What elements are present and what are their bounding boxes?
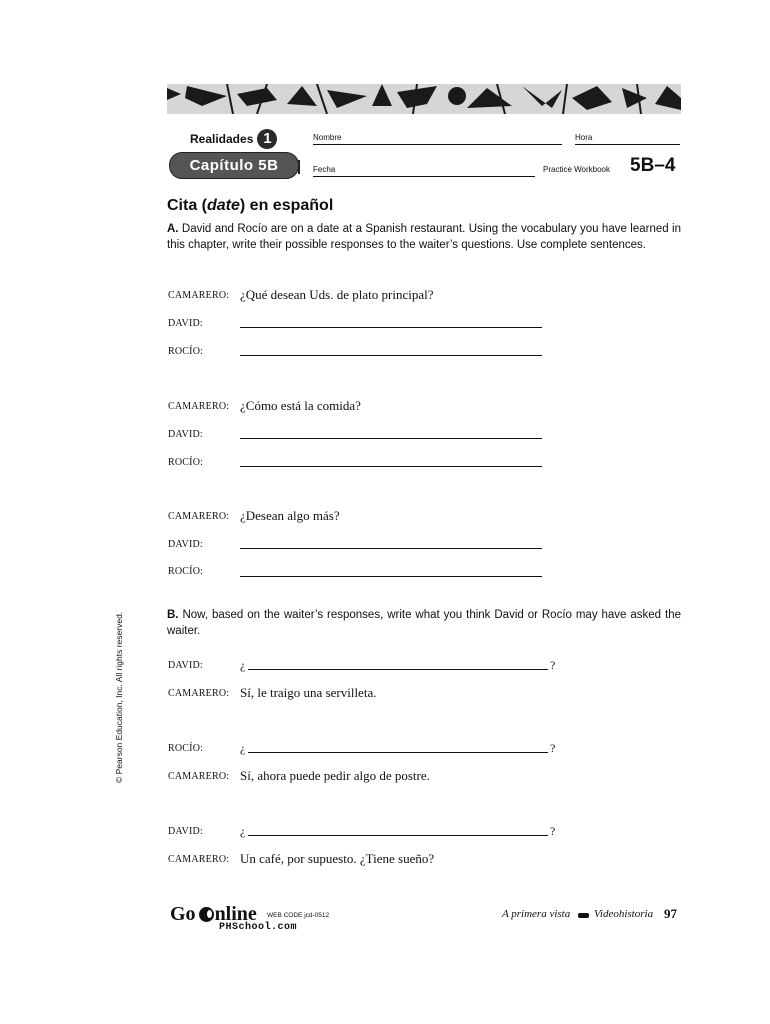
- camarero-label: CAMARERO:: [168, 511, 230, 522]
- question-answer-line[interactable]: [248, 835, 548, 836]
- david-answer-line[interactable]: [240, 327, 542, 328]
- question-answer-line[interactable]: [248, 669, 548, 670]
- practice-workbook-label: Practice Workbook: [543, 165, 610, 174]
- david-label: DAVID:: [168, 429, 203, 440]
- waiter-question: ¿Desean algo más?: [240, 508, 340, 523]
- chapter-divider: [298, 160, 300, 174]
- david-answer-line[interactable]: [240, 438, 542, 439]
- hora-field[interactable]: [575, 144, 680, 145]
- section-b-instructions: [167, 607, 681, 639]
- question-open-mark: ¿: [240, 824, 246, 838]
- section-a-marker: A.: [167, 223, 179, 235]
- copyright-notice: © Pearson Education, Inc. All rights reserved.: [114, 611, 124, 783]
- level-badge: 1: [257, 129, 277, 149]
- online-text: nline: [214, 903, 257, 925]
- david-label: DAVID:: [168, 539, 203, 550]
- section-a-instructions: [167, 221, 681, 253]
- decorative-header-banner: [167, 84, 681, 114]
- series-label: [190, 129, 277, 149]
- rocio-label: ROCÍO:: [168, 346, 204, 357]
- waiter-question: ¿Qué desean Uds. de plato principal?: [240, 287, 434, 302]
- david-label: DAVID:: [168, 826, 203, 837]
- question-answer-line[interactable]: [248, 752, 548, 753]
- camarero-label: CAMARERO:: [168, 290, 230, 301]
- waiter-response: Un café, por supuesto. ¿Tiene sueño?: [240, 851, 435, 866]
- fecha-label: Fecha: [313, 165, 336, 174]
- rocio-answer-line[interactable]: [240, 466, 542, 467]
- question-close-mark: ?: [550, 824, 556, 838]
- waiter-question: ¿Cómo está la comida?: [240, 398, 361, 413]
- question-close-mark: ?: [550, 658, 556, 672]
- chapter-badge: Capítulo 5B: [169, 152, 299, 179]
- rocio-answer-line[interactable]: [240, 355, 542, 356]
- title-part: Cita (: [167, 197, 207, 214]
- section-b-marker: B.: [167, 609, 179, 621]
- rocio-label: ROCÍO:: [168, 566, 204, 577]
- david-label: DAVID:: [168, 660, 203, 671]
- david-label: DAVID:: [168, 318, 203, 329]
- rocio-answer-line[interactable]: [240, 576, 542, 577]
- camarero-label: CAMARERO:: [168, 401, 230, 412]
- series-name: Realidades: [190, 132, 254, 146]
- page-title: [167, 197, 333, 215]
- web-code: WEB CODE jcd-0512: [267, 912, 330, 919]
- rocio-label: ROCÍO:: [168, 457, 204, 468]
- section-b-text: Now, based on the waiter’s responses, write what you think David or Rocío may have asked the waiter.: [167, 609, 681, 637]
- banner-pattern-icon: [167, 84, 681, 114]
- globe-icon: [199, 907, 214, 922]
- subsection-name: Videohistoria: [594, 908, 654, 920]
- waiter-response: Sí, ahora puede pedir algo de postre.: [240, 768, 430, 783]
- question-open-mark: ¿: [240, 658, 246, 672]
- david-answer-line[interactable]: [240, 548, 542, 549]
- practice-code: 5B–4: [630, 155, 676, 176]
- fecha-field[interactable]: [313, 176, 535, 177]
- phschool-link[interactable]: PHSchool.com: [219, 922, 298, 933]
- title-italic: date: [207, 197, 240, 214]
- hora-label: Hora: [575, 133, 593, 142]
- question-open-mark: ¿: [240, 741, 246, 755]
- camarero-label: CAMARERO:: [168, 771, 230, 782]
- section-name: A primera vista: [502, 908, 571, 920]
- footer-separator-icon: [578, 913, 589, 918]
- waiter-response: Sí, le traigo una servilleta.: [240, 685, 377, 700]
- question-close-mark: ?: [550, 741, 556, 755]
- rocio-label: ROCÍO:: [168, 743, 204, 754]
- camarero-label: CAMARERO:: [168, 688, 230, 699]
- page-number: 97: [664, 906, 677, 921]
- section-a-text: David and Rocío are on a date at a Spanish restaurant. Using the vocabulary you have learned in this chapter, write their possible responses to the waiter’s questions. Use complete sentences.: [167, 223, 682, 251]
- nombre-field[interactable]: [313, 144, 562, 145]
- go-text: Go: [170, 903, 196, 925]
- nombre-label: Nombre: [313, 133, 342, 142]
- title-part: ) en español: [239, 197, 334, 214]
- camarero-label: CAMARERO:: [168, 854, 230, 865]
